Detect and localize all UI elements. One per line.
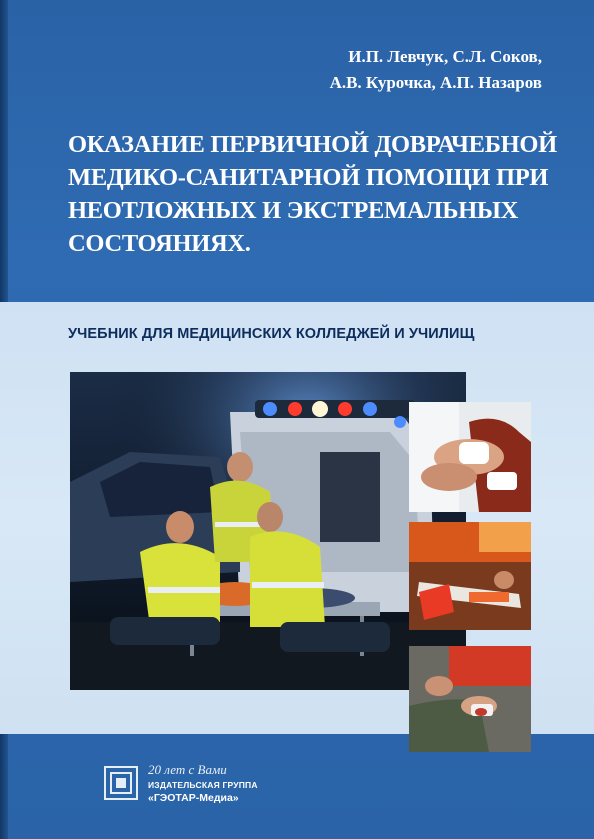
title-line-4: СОСТОЯНИЯХ. xyxy=(68,230,251,257)
publisher-block xyxy=(104,762,304,822)
title-line-2: МЕДИКО-САНИТАРНОЙ ПОМОЩИ ПРИ xyxy=(68,164,549,191)
title-line-1: ОКАЗАНИЕ ПЕРВИЧНОЙ ДОВРАЧЕБНОЙ xyxy=(68,131,557,158)
authors-line-1: И.П. Левчук, С.Л. Соков, xyxy=(348,47,542,66)
publisher-name: «ГЭОТАР-Медиа» xyxy=(148,792,239,804)
photo-leg-injury-care xyxy=(409,646,531,752)
photo-stretcher-immobilization xyxy=(409,522,531,630)
title-line-3: НЕОТЛОЖНЫХ И ЭКСТРЕМАЛЬНЫХ xyxy=(68,197,519,224)
main-photo-paramedics-ambulance xyxy=(70,372,466,690)
book-subtitle: УЧЕБНИК ДЛЯ МЕДИЦИНСКИХ КОЛЛЕДЖЕЙ И УЧИЛИЩ xyxy=(68,326,475,342)
publisher-anniversary: 20 лет с Вами xyxy=(148,762,227,777)
book-title xyxy=(68,128,568,260)
publisher-logo-icon xyxy=(104,766,138,800)
authors-line-2: А.В. Курочка, А.П. Назаров xyxy=(329,73,542,92)
photo-bandaging-hand xyxy=(409,402,531,512)
publisher-group-label: ИЗДАТЕЛЬСКАЯ ГРУППА xyxy=(148,780,258,790)
authors-block xyxy=(242,44,542,96)
